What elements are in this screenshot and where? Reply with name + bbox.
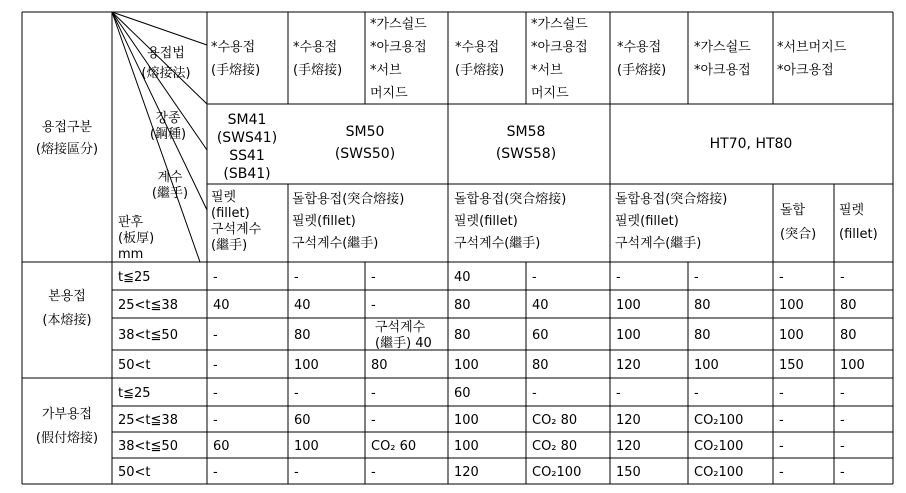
group-label: 가부용접 [41,407,93,422]
table-cell: - [779,465,784,480]
group-label: 본용접 [48,289,86,304]
row-thickness-label: 38<t≦50 [118,439,178,454]
welding-method-header: (手熔接) [211,63,261,78]
table-cell: 150 [616,465,641,480]
corner-label-thickness: (板厚) [118,231,155,246]
table-cell: 100 [840,358,865,373]
table-cell: - [371,413,376,428]
table-cell: - [532,270,537,285]
table-cell: CO₂ 80 [532,439,578,454]
corner-label-steel: 강종 [155,111,181,126]
steel-grade-header: (SWS50) [334,146,396,162]
table-cell: 40 [532,298,549,313]
table-cell: 80 [371,358,388,373]
row-thickness-label: t≦25 [118,270,151,285]
table-cell: - [616,270,621,285]
row-thickness-label: 50<t [118,465,151,480]
table-cell: 100 [616,328,641,343]
corner-label-joint: 계수 [157,170,183,185]
joint-type-header: 구석계수(繼手) [454,236,541,251]
table-cell: - [371,298,376,313]
corner-label-thickness: mm [118,247,144,262]
group-label: (假付熔接) [35,431,99,446]
table-cell: - [694,386,699,401]
joint-type-header: 돌합용접(突合熔接) [615,192,728,207]
table-cell: - [294,465,299,480]
group-label: (本熔接) [42,313,92,328]
corner-label-method: (熔接法) [141,66,191,81]
table-cell: - [371,386,376,401]
table-cell: - [840,413,845,428]
row-thickness-label: 38<t≦50 [118,328,178,343]
steel-grade-header: (SWS58) [495,146,557,162]
table-cell: - [840,465,845,480]
table-cell: 40 [454,270,471,285]
joint-type-header: 돌합용접(突合熔接) [454,192,567,207]
joint-type-header: 구석계수(繼手) [615,236,702,251]
table-cell: 100 [779,298,804,313]
row-thickness-label: 25<t≦38 [118,413,178,428]
table-cell: - [779,413,784,428]
welding-method-header: *아크용접 [370,40,427,55]
welding-method-header: *서브 [531,63,563,78]
corner-label-joint: (繼手) [151,186,189,201]
table-cell: 100 [454,358,479,373]
table-cell: 100 [616,298,641,313]
table-cell: 60 [294,413,311,428]
table-cell: - [840,270,845,285]
joint-type-header: 필렛(fillet) [454,214,518,229]
steel-grade-header: (SWS41) [216,130,278,146]
table-cell: - [694,270,699,285]
steel-grade-header: HT70, HT80 [709,136,793,152]
welding-method-header: *아크용접 [777,63,834,78]
steel-grade-header: SM50 [345,124,385,140]
table-cell: - [371,270,376,285]
table-cell: 100 [454,413,479,428]
corner-label-steel: (鋼種) [149,127,187,142]
table-cell: 100 [454,439,479,454]
welding-method-header: *서브 [370,63,402,78]
table-cell: - [840,386,845,401]
row-thickness-label: 50<t [118,358,151,373]
steel-grade-header: SS41 [229,148,265,164]
table-cell: - [532,386,537,401]
table-cell: 구석계수 [375,320,426,335]
joint-type-header: (繼手) [211,238,248,253]
table-cell: 80 [694,328,711,343]
joint-type-header: (fillet) [211,206,250,221]
table-cell: - [294,270,299,285]
welding-method-header: *가스쉴드 [694,40,751,55]
welding-method-header: *서브머지드 [777,40,847,55]
joint-type-header: 필렛(fillet) [615,214,679,229]
steel-grade-header: SM41 [227,112,267,128]
joint-type-header: 돌합용접(突合熔接) [292,192,405,207]
table-cell: - [294,386,299,401]
table-cell: - [213,328,218,343]
row-thickness-label: 25<t≦38 [118,298,178,313]
table-cell: - [213,465,218,480]
joint-type-header: 필렛(fillet) [292,214,356,229]
table-cell: 60 [532,328,549,343]
table-cell: CO₂100 [694,413,744,428]
joint-type-header: (突合) [780,227,817,242]
joint-type-header: (fillet) [839,227,878,242]
table-cell: 60 [454,386,471,401]
table-cell: 100 [294,358,319,373]
welding-method-header: *수용접 [211,40,256,55]
table-cell: 80 [532,358,549,373]
table-cell: - [779,439,784,454]
corner-diagonal-line [112,12,207,45]
table-cell: 40 [294,298,311,313]
welding-method-header: *수용접 [455,40,500,55]
welding-method-header: *가스쉴드 [531,17,588,32]
table-cell: 80 [840,298,857,313]
steel-grade-header: SM58 [506,124,546,140]
table-cell: 100 [779,328,804,343]
table-cell: 40 [213,298,230,313]
table-cell: 120 [616,358,641,373]
welding-method-header: *아크용접 [694,63,751,78]
welding-method-header: 머지드 [370,86,408,101]
table-cell: - [213,386,218,401]
steel-grade-header: (SB41) [223,166,271,182]
welding-method-header: *아크용접 [531,40,588,55]
joint-type-header: 필렛 [211,190,237,205]
row-thickness-label: t≦25 [118,386,151,401]
table-cell: 100 [294,439,319,454]
table-cell: CO₂ 80 [532,413,578,428]
table-cell: CO₂100 [532,465,582,480]
welding-method-header: *수용접 [617,40,662,55]
table-cell: 60 [213,439,230,454]
welding-method-header: (手熔接) [617,63,667,78]
table-cell: 150 [779,358,804,373]
welding-method-header: 머지드 [531,86,569,101]
table-cell: - [616,386,621,401]
table-cell: CO₂100 [694,465,744,480]
table-cell: - [213,270,218,285]
welding-method-header: *가스쉴드 [370,17,427,32]
table-cell: 120 [454,465,479,480]
table-cell: CO₂ 60 [371,439,417,454]
welding-method-header: *수용접 [293,40,338,55]
table-cell: 80 [294,328,311,343]
joint-type-header: 구석계수 [211,222,262,237]
welding-method-header: (手熔接) [455,63,505,78]
row-group-header: (熔接區分) [35,142,99,157]
table-cell: 120 [616,413,641,428]
table-cell: 120 [616,439,641,454]
joint-type-header: 구석계수(繼手) [292,236,379,251]
table-cell: 80 [694,298,711,313]
table-cell: - [779,270,784,285]
table-cell: - [840,439,845,454]
table-cell: - [371,465,376,480]
welding-method-header: (手熔接) [293,63,343,78]
table-cell: 100 [694,358,719,373]
table-cell: 80 [454,328,471,343]
corner-label-method: 용접법 [147,46,185,61]
corner-label-thickness: 판후 [118,215,144,230]
joint-type-header: 필렛 [839,203,865,218]
table-cell: (繼手) 40 [375,336,432,351]
table-cell: - [213,413,218,428]
table-cell: 80 [840,328,857,343]
row-group-header: 용접구분 [41,120,93,135]
table-cell: - [213,358,218,373]
table-cell: - [779,386,784,401]
table-cell: CO₂100 [694,439,744,454]
joint-type-header: 돌합 [780,203,806,218]
table-cell: 80 [454,298,471,313]
